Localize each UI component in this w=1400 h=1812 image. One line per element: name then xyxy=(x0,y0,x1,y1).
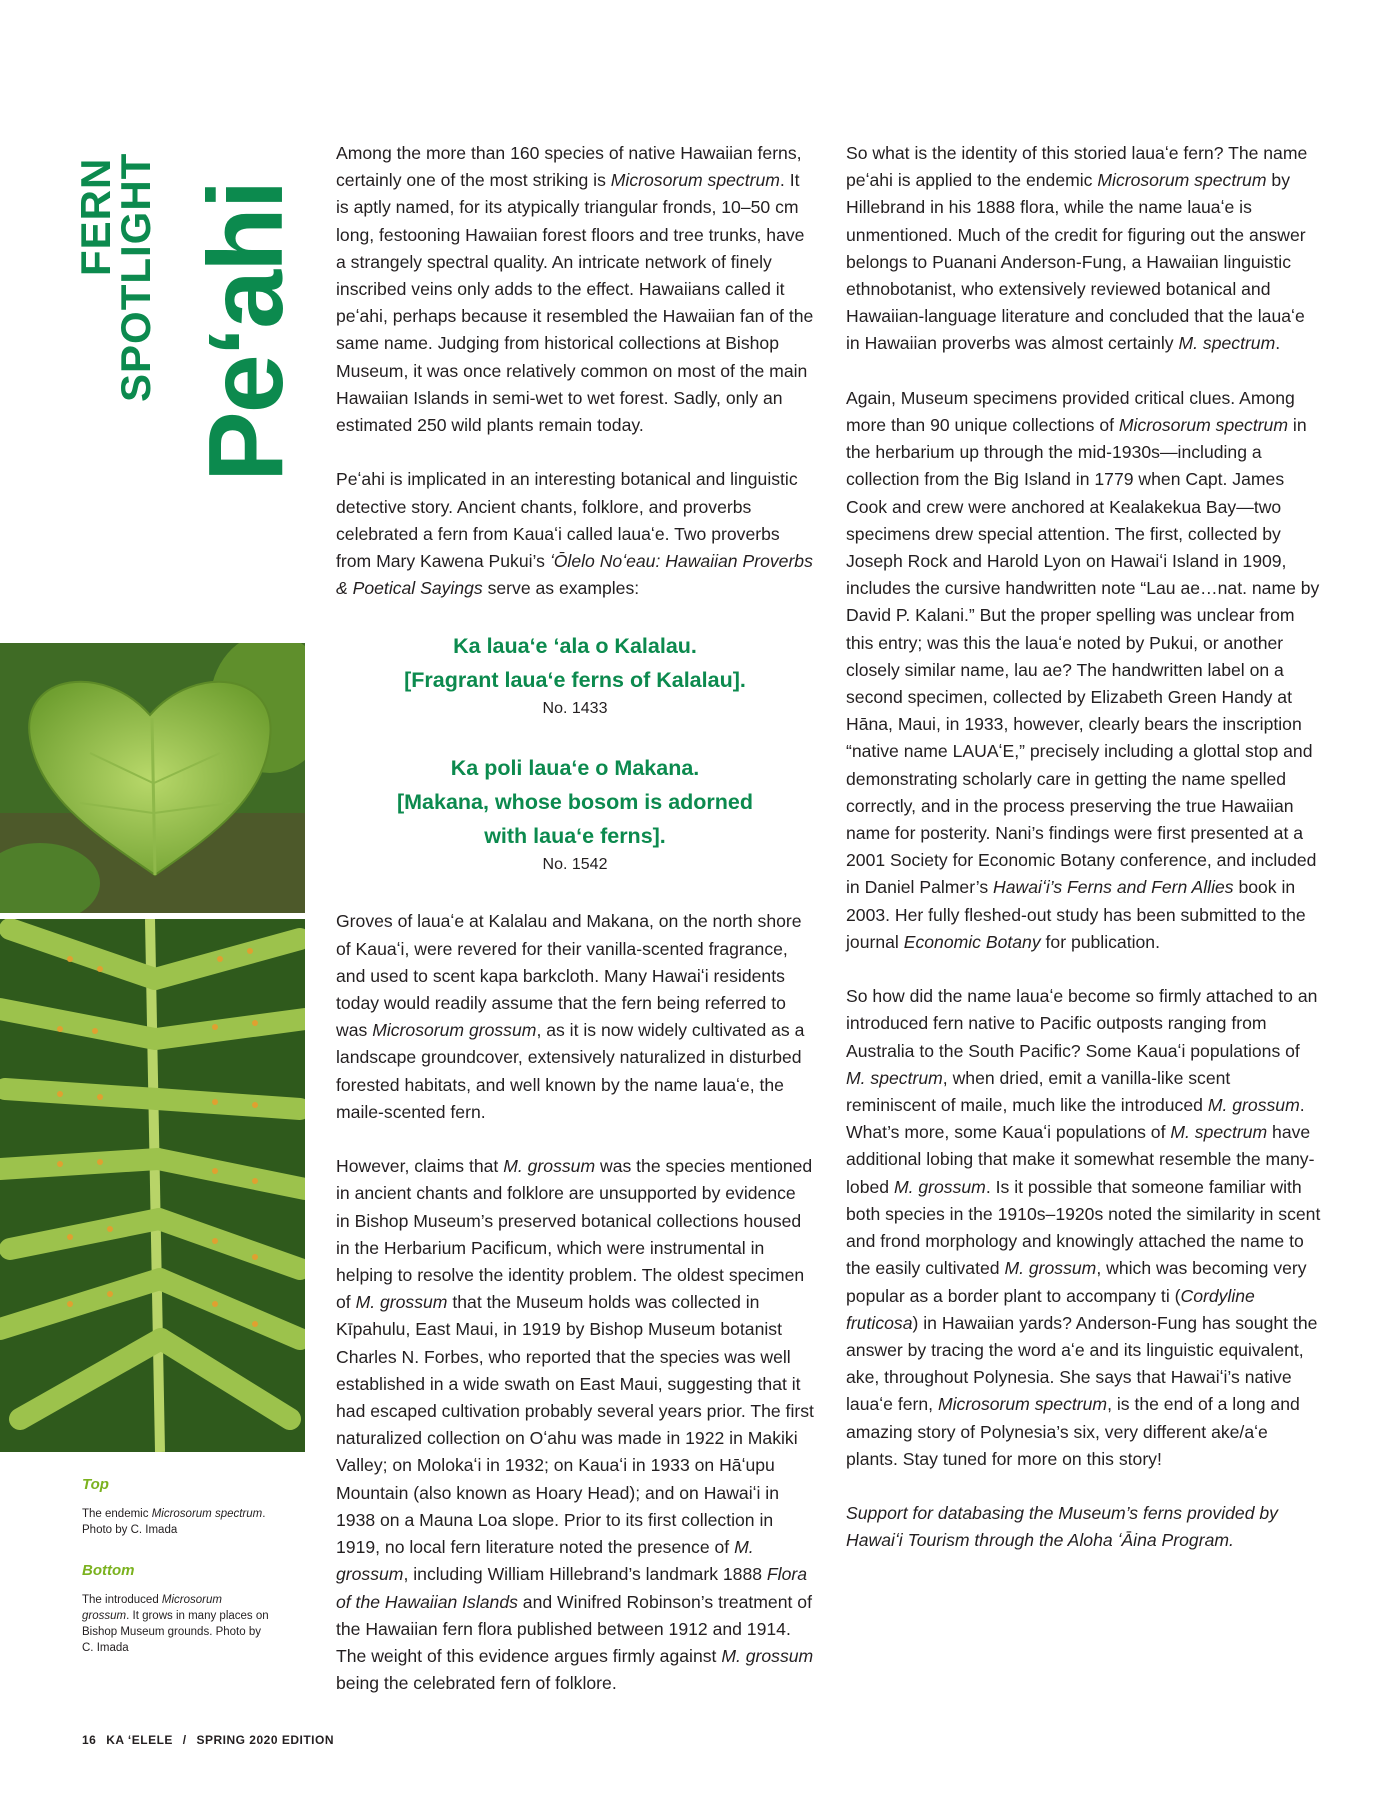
caption-heading-top: Top xyxy=(82,1476,109,1493)
italic-run: M. grossum xyxy=(1207,1095,1300,1116)
italic-run: Flora of the Hawaiian Islands xyxy=(336,1564,808,1612)
page-footer xyxy=(82,1733,340,1747)
paragraph: Again, Museum specimens provided critical clues. Among more than 90 unique collections of Microsorum spectrum in the herbarium up through the mid-1930s—including a collection from the Big Island in 1779 when Capt. James Cook and crew were anchored at Kealakekua Bay—two specimens drew special attention. The first, collected by Joseph Rock and Harold Lyon on Hawaiʻi Island in 1909, includes the cursive handwritten note “Lau ae…nat. name by David P. Kalani.” But the proper spelling was unclear from this entry; was this the lauaʻe noted by Pukui, or another closely similar name, lau ae? The handwritten label on a second specimen, collected by Elizabeth Green Handy at Hāna, Maui, in 1933, however, clearly bears the inscription “native name LAUAʻE,” precisely including a glottal stop and demonstrating scholarly care in getting the name spelled correctly, and in the process preserving the true Hawaiian name for posterity. Nani’s findings were first presented at a 2001 Society for Economic Botany conference, and included in Daniel Palmer’s Hawaiʻi’s Ferns and Fern Allies book in 2003. Her fully fleshed-out study has been submitted to the journal Economic Botany for publication. xyxy=(846,387,1320,952)
paragraph: Groves of lauaʻe at Kalalau and Makana, on the north shore of Kauaʻi, were revered for their vanilla-scented fragrance, and used to scent kapa barkcloth. Many Hawaiʻi residents today would readily assume that the fern being referred to was Microsorum grossum, as it is now widely cultivated as a landscape groundcover, extensively naturalized in disturbed forested habitats, and well known by the name lauaʻe, the maile-scented fern. xyxy=(336,911,805,1122)
page-number: 16 xyxy=(82,1733,97,1747)
fern-photo-bottom xyxy=(0,919,305,1452)
italic-run: M. grossum xyxy=(1004,1258,1097,1279)
section-label-spotlight: SPOTLIGHT xyxy=(112,152,159,402)
caption-heading-bottom: Bottom xyxy=(82,1562,135,1579)
proverb-translation: with lauaʻe ferns]. xyxy=(484,824,666,849)
caption-top: The endemic Microsorum spectrum. Photo by C. Imada xyxy=(82,1508,266,1536)
italic-run: M. grossum xyxy=(503,1156,596,1177)
italic-run: Microsorum spectrum xyxy=(1118,415,1289,436)
italic-run: Hawaiʻi’s Ferns and Fern Allies xyxy=(993,877,1234,898)
italic-run: Microsorum grossum xyxy=(82,1594,222,1622)
article-column-1 xyxy=(336,140,814,1697)
paragraph: So how did the name lauaʻe become so firmly attached to an introduced fern native to Pacific outposts ranging from Australia to the South Pacific? Some Kauaʻi populations of M. spectrum, when dried, emit a vanilla-like scent reminiscent of maile, much like the introduced M. grossum. What’s more, some Kauaʻi populations of M. spectrum have additional lobing that make it somewhat resemble the many-lobed M. grossum. Is it possible that someone familiar with both species in the 1910s–1920s noted the similarity in scent and frond morphology and knowingly attached the name to the easily cultivated M. grossum, which was becoming very popular as a border plant to accompany ti (Cordyline fruticosa) in Hawaiian yards? Anderson-Fung has sought the answer by tracing the word aʻe and its linguistic equivalent, ake, throughout Polynesia. She says that Hawaiʻi’s native lauaʻe fern, Microsorum spectrum, is the end of a long and amazing story of Polynesia’s six, very different ake/aʻe plants. Stay tuned for more on this story! xyxy=(846,986,1321,1469)
italic-run: Microsorum spectrum xyxy=(610,170,780,191)
article-column-2 xyxy=(846,140,1322,1555)
italic-run: Microsorum grossum xyxy=(372,1020,537,1041)
publication-name: KA ʻELELE xyxy=(106,1733,173,1747)
paragraph: Among the more than 160 species of native Hawaiian ferns, certainly one of the most striking is Microsorum spectrum. It is aptly named, for its atypically triangular fronds, 10–50 cm long, festooning Hawaiian forest floors and tree trunks, have a strangely spectral quality. An intricate network of finely inscribed veins only adds to the effect. Hawaiians called it peʻahi, perhaps because it resembled the Hawaiian fan of the same name. Judging from historical collections at Bishop Museum, it was once relatively common on most of the main Hawaiian Islands in semi-wet to wet forest. Sadly, only an estimated 250 wild plants remain today. xyxy=(336,143,814,436)
proverb-1542 xyxy=(336,751,814,877)
paragraph: So what is the identity of this storied lauaʻe fern? The name peʻahi is applied to the endemic Microsorum spectrum by Hillebrand in his 1888 flora, while the name lauaʻe is unmentioned. Much of the credit for figuring out the answer belongs to Puanani Anderson-Fung, a Hawaiian linguistic ethnobotanist, who extensively reviewed botanical and Hawaiian-language literature and concluded that the lauaʻe in Hawaiian proverbs was almost certainly M. spectrum. xyxy=(846,143,1308,354)
proverb-text: Ka poli lauaʻe o Makana. xyxy=(450,756,700,781)
proverb-translation: [Fragrant lauaʻe ferns of Kalalau]. xyxy=(404,668,746,693)
paragraph: However, claims that M. grossum was the species mentioned in ancient chants and folklore are unsupported by evidence in Bishop Museum’s preserved botanical collections housed in the Herbarium Pacificum, which were instrumental in helping to resolve the identity problem. The oldest specimen of M. grossum that the Museum holds was collected in Kīpahulu, East Maui, in 1919 by Bishop Museum botanist Charles N. Forbes, who reported that the species was well established in a wide swath on East Maui, suggesting that it had escaped cultivation probably several years prior. The first naturalized collection on Oʻahu was made in 1922 in Makiki Valley; on Molokaʻi in 1932; on Kauaʻi in 1933 on Hāʻupu Mountain (also known as Hoary Head); and on Hawaiʻi in 1938 on a Mauna Loa slope. Prior to its first collection in 1919, no local fern literature noted the presence of M. grossum, including William Hillebrand’s landmark 1888 Flora of the Hawaiian Islands and Winifred Robinson’s treatment of the Hawaiian fern flora published between 1912 and 1914. The weight of this evidence argues firmly against M. grossum being the celebrated fern of folklore. xyxy=(336,1156,814,1694)
paragraph: Peʻahi is implicated in an interesting botanical and linguistic detective story. Ancient chants, folklore, and proverbs celebrated a fern from Kauaʻi called lauaʻe. Two proverbs from Mary Kawena Pukui’s ʻŌlelo Noʻeau: Hawaiian Proverbs & Poetical Sayings serve as examples: xyxy=(336,469,813,599)
italic-run: Microsorum spectrum xyxy=(937,1394,1108,1415)
italic-run: Microsorum spectrum xyxy=(151,1508,263,1520)
caption-bottom: The introduced Microsorum grossum. It grows in many places on Bishop Museum grounds. Photo by C. Imada xyxy=(82,1594,269,1654)
italic-run: ʻŌlelo Noʻeau: Hawaiian Proverbs & Poetical Sayings xyxy=(336,551,813,599)
italic-run: Economic Botany xyxy=(903,931,1041,952)
italic-run: Cordyline fruticosa xyxy=(846,1285,1255,1333)
italic-run: M. grossum xyxy=(721,1645,814,1666)
section-label-fern: FERN xyxy=(72,157,119,276)
proverb-text: Ka lauaʻe ʻala o Kalalau. xyxy=(453,634,697,659)
proverb-number: No. 1433 xyxy=(542,700,608,718)
italic-run: M. grossum xyxy=(355,1292,448,1313)
article-title: Peʻahi xyxy=(187,181,305,482)
edition-label: SPRING 2020 EDITION xyxy=(196,1733,335,1747)
italic-run: M. spectrum xyxy=(1170,1122,1268,1143)
italic-run: M. spectrum xyxy=(846,1067,943,1088)
italic-run: M. grossum xyxy=(893,1176,986,1197)
proverbs-block xyxy=(336,629,814,877)
italic-run: M. grossum xyxy=(336,1537,754,1585)
italic-run: Support for databasing the Museum’s ferns provided by Hawaiʻi Tourism through the Aloha ʻĀina Program. xyxy=(846,1503,1278,1551)
italic-run: M. spectrum xyxy=(1178,333,1276,354)
fern-photo-top xyxy=(0,643,305,913)
acknowledgement xyxy=(846,1500,1322,1554)
proverb-number: No. 1542 xyxy=(542,856,608,874)
footer-separator: / xyxy=(182,1733,187,1747)
italic-run: Microsorum spectrum xyxy=(1097,170,1267,191)
proverb-translation: [Makana, whose bosom is adorned xyxy=(396,790,754,815)
proverb-1433 xyxy=(336,629,814,721)
